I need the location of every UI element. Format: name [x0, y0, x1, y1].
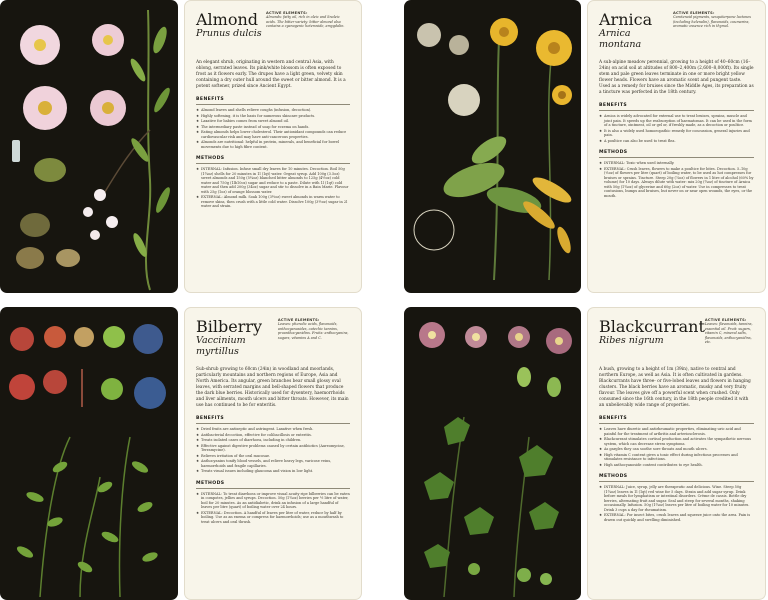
benefit-item: ★ Blackcurrant stimulates cortisol production and activates the sympathetic nervous system, which can decrease stress symptoms.	[599, 437, 754, 446]
methods-list	[599, 161, 754, 198]
method-item: ★ INTERNAL: Toxic when used internally.	[599, 161, 754, 166]
active-elements-text: Leaves: phenolic acids, flavonoids, anthocyanosides, catechic tannins, proanthocyanidins. Fruits: anthocyanins, sugars, vitamins A and C.	[277, 322, 349, 340]
benefit-item: ★ The intermediary paste instead of soap for eczema on hands.	[196, 125, 350, 130]
active-elements	[705, 318, 754, 344]
active-elements-text: Carotenoid pigments, sesquiterpene lactones (including helenalin), flavonoids, coumarins, aromatic essence rich in thymol.	[672, 15, 751, 29]
method-item: ★ EXTERNAL: Almond milk. Soak 100g (3½oz) sweet almonds in warm water to remove skins, then crush with a little cold water. Dissolve 100g (3½oz) sugar in 2l water and strain.	[196, 195, 350, 209]
methods-list	[599, 485, 754, 522]
benefits-list	[196, 427, 350, 474]
active-elements-label: ACTIVE ELEMENTS:	[277, 318, 320, 322]
benefits-heading: BENEFITS	[599, 416, 754, 424]
benefit-item: ★ As gargles they can soothe sore throats and mouth ulcers.	[599, 447, 754, 452]
blackcurrant-plant-illustration	[404, 307, 581, 600]
active-elements	[278, 318, 350, 340]
active-elements	[673, 11, 754, 29]
methods-list	[196, 167, 350, 209]
benefits-list	[196, 108, 350, 149]
plant-description: A sub-alpine meadow perennial, growing to a height of 40–60cm (16–24in) on acid soil at altitudes of 800–2,400m (2,600–8,000ft). Its single stem and pale green leaves terminate in one or more bright yellow flower heads. Flowers have an aromatic scent and pungent taste. Used as a remedy for bruises since the Middle Ages, its preparation as a tincture was perfected in the 18th century.	[599, 60, 754, 95]
plant-description: A bush, growing to a height of 1m (39in), native to central and northern Europe, as well as Asia. It is often cultivated in gardens. Blackcurrants have three- or five-lobed leaves and flowers in hanging clusters. The black berries have an aromatic, musky and very fruity flavour. The leaves give off a powerful scent when crushed. Only consumed since the 16th century, in the 18th people credited it with an unbelievably wide range of properties.	[599, 367, 751, 408]
method-item: ★ INTERNAL: Infusion. Infuse small dry leaves for 10 minutes. Decoction. Boil 50g (1¾oz) shells for 20 minutes in 1l (1qt) water. Orgeat syrup. Add 100g (3.5oz) sweet almonds and 150g (5¼oz) blanched bitter almonds to 125g (4½oz) cold water and 750g (1lb10oz) sugar and reduce to a paste. Dilute with 1l (1qt) cold water and then add 200g (34oz) sugar and stir to dissolve in a Bain Marie. Flavour with 25g (1oz) of orange blossom water.	[196, 167, 350, 194]
benefit-item: ★ Treats isolated cases of diarrhoea, including in children.	[196, 438, 350, 443]
method-item: ★ EXTERNAL: For insect bites, crush leaves and squeeze juice onto the area. Pain is drawn out quickly and swelling diminished.	[599, 513, 754, 522]
benefit-item: ★ Arnica is widely advocated for external use to treat bruises, sprains, muscle and joint pain. It speeds up the reabsorption of haematomas. It can be used in the form of a tincture, ointment, oil or gel or, if freshly made, as a decoction or poultice.	[599, 114, 754, 128]
benefit-item: ★ Antibacterial decoction, effective for colibacillosis or enteritis.	[196, 433, 350, 438]
benefit-item: ★ It is also a widely used homoeopathic remedy for concussion, general injuries and pain.	[599, 129, 754, 138]
arnica-plant-illustration	[404, 0, 581, 293]
methods-heading: METHODS	[196, 481, 350, 489]
benefits-heading: BENEFITS	[196, 416, 350, 424]
benefit-item: ★ High anthocyanoside content contributes to eye health.	[599, 463, 754, 468]
benefit-item: ★ Effective against digestive problems caused by certain antibiotics (Aureomycine, Terramycine).	[196, 444, 350, 453]
benefits-list	[599, 114, 754, 143]
benefit-item: ★ Anthocyanins tonify blood vessels, and relieve heavy legs, varicose veins, haemorrhoids and fragile capillaries.	[196, 459, 350, 468]
benefit-item: ★ Laxative for babies comes from sweet almond oil.	[196, 119, 350, 124]
methods-heading: METHODS	[599, 474, 754, 482]
active-elements-text: Leaves: flavonoids, tannins, essential oil. Fruit: sugars, vitamin C, mineral salts, flavonoids, anthocyanidins, etc.	[704, 322, 753, 345]
benefit-item: ★ A poultice can also be used to treat flea.	[599, 139, 754, 144]
plant-latin-name: Arnica montana	[599, 28, 642, 50]
benefit-item: ★ Almonds are nutritional: helpful in protein, minerals, and beneficial for bowel movements due to high fibre content.	[196, 140, 350, 149]
benefits-list	[599, 427, 754, 467]
blackcurrant-illustration-card	[404, 307, 581, 600]
benefits-heading: BENEFITS	[196, 97, 350, 105]
active-elements-label: ACTIVE ELEMENTS:	[672, 11, 715, 15]
methods-heading: METHODS	[196, 156, 350, 164]
active-elements-label: ACTIVE ELEMENTS:	[266, 11, 308, 15]
benefit-item: ★ Relieves irritation of the oral mucosae.	[196, 454, 350, 459]
active-elements-label: ACTIVE ELEMENTS:	[704, 318, 747, 322]
benefit-item: ★ High vitamin C content gives a tonic effect during infectious processes and stimulates resistance to infections.	[599, 453, 754, 462]
almond-text-card	[184, 0, 362, 293]
plant-latin-name: Vaccinium myrtillus	[196, 335, 246, 357]
almond-illustration-card	[0, 0, 178, 293]
methods-list	[196, 492, 350, 525]
active-elements	[266, 11, 350, 29]
benefit-item: ★ Leaves have diuretic and antirheumatic properties, eliminating uric acid and painful for the treatment of arthritis and arteriosclerosis.	[599, 427, 754, 436]
plant-latin-name: Prunus dulcis	[196, 28, 262, 39]
active-elements-text: Almonds: fatty oil, rich in oleic and linoleic acids. The bitter variety: bitter almond also contains a cyanogenic heteroside, amygdalin.	[266, 15, 345, 29]
blackcurrant-text-card	[587, 307, 766, 600]
method-item: ★ INTERNAL: To treat diarrhoea or improve visual acuity ripe bilberries can be eaten in compotes, jellies and syrups. Decoction. 50g (1¾oz) berries per ½ litre of water, boil for 20 minutes. As an antidiabetic, drink an infusion of a large handful of leaves per litre (quart) of boiling water over 24 hours.	[196, 492, 350, 510]
plant-name: Almond	[196, 10, 259, 29]
plant-name: Arnica	[599, 10, 653, 29]
benefits-heading: BENEFITS	[599, 103, 754, 111]
benefit-item: ★ Highly softening, it is the basis for numerous skincare products.	[196, 114, 350, 119]
method-item: ★ EXTERNAL: Decoction. A handful of leaves per litre of water, reduce by half by boiling. Use as an enema or compress for haemorrhoids; use as a mouthwash to treat ulcers and oral thrush.	[196, 511, 350, 525]
plant-name: Blackcurrant	[599, 317, 705, 336]
almond-plant-illustration	[0, 0, 178, 293]
benefit-item: ★ Eating almonds helps lower cholesterol. Their antioxidant compounds can reduce cardiovascular risk and may have anti-cancerous properties.	[196, 130, 350, 139]
plant-name: Bilberry	[196, 317, 263, 336]
bilberry-text-card	[184, 307, 362, 600]
plant-description: An elegant shrub, originating in western and central Asia, with oblong, serrated leaves. Its pink/white blossom is often exposed to frost as it flowers early. The drupes have a light green, velvety skin containing a dry outer hull around the sweet or bitter almond. It is a potent softener, prized since Ancient Egypt.	[196, 60, 346, 89]
method-item: ★ EXTERNAL: Crush leaves, flowers to make a poultice for bites. Decoction. 5–10g (⅛oz) of flowers per litre (quart) of boiling water, to be used as hot compresses for bruises or sprains. Tincture. Steep 20g (⅞oz) of flowers in 1 litre of alcohol (60% by volume) for 10 days. Always dilute with water: mix 20g (¾oz) of tincture of Arnica with 50g (1¾oz) of glycerine and 60g (2oz) of water. Use in compresses to treat contusions, bumps and bruises, but never on or near open wounds, the eyes, or the mouth.	[599, 167, 754, 199]
method-item: ★ INTERNAL: Juice, syrup, jelly are therapeutic and delicious. Wine. Steep 50g (1¾oz) leaves in 1l (1qt) red wine for 5 days. Strain and add sugar syrup. Drink before meals for lymphatism or intestinal disorders. Crème de cassis. Bottle dry berries, alternating fruit and sugar. Seal and steep for several months, shaking occasionally. Infusion. 50g (1¾oz) leaves per litre of boiling water for 10 minutes. Drink 3 cups a day for rheumatism.	[599, 485, 754, 512]
plant-latin-name: Ribes nigrum	[599, 335, 664, 346]
benefit-item: ★ Almond leaves and shells relieve coughs (infusion, decoction).	[196, 108, 350, 113]
methods-heading: METHODS	[599, 150, 754, 158]
benefit-item: ★ Dried fruits are antiseptic and astringent. Laxative when fresh.	[196, 427, 350, 432]
arnica-illustration-card	[404, 0, 581, 293]
arnica-text-card	[587, 0, 766, 293]
bilberry-plant-illustration	[0, 307, 178, 600]
benefit-item: ★ Treats visual issues including glaucoma and vision in low light.	[196, 469, 350, 474]
bilberry-illustration-card	[0, 307, 178, 600]
plant-description: Sub-shrub growing to 60cm (24in) in woodland and moorlands, particularly mountains and northern regions of Europe, Asia and North America. Its angular, green branches bear small glossy oval leaves, with serrated margins and bell-shaped flowers that produce the dark blue berries. Historically used for dysentery, haemorrhoids and liver ailments, mouth ulcers and bitter throats. However, its main use has continued to be for enteritis.	[196, 367, 349, 408]
